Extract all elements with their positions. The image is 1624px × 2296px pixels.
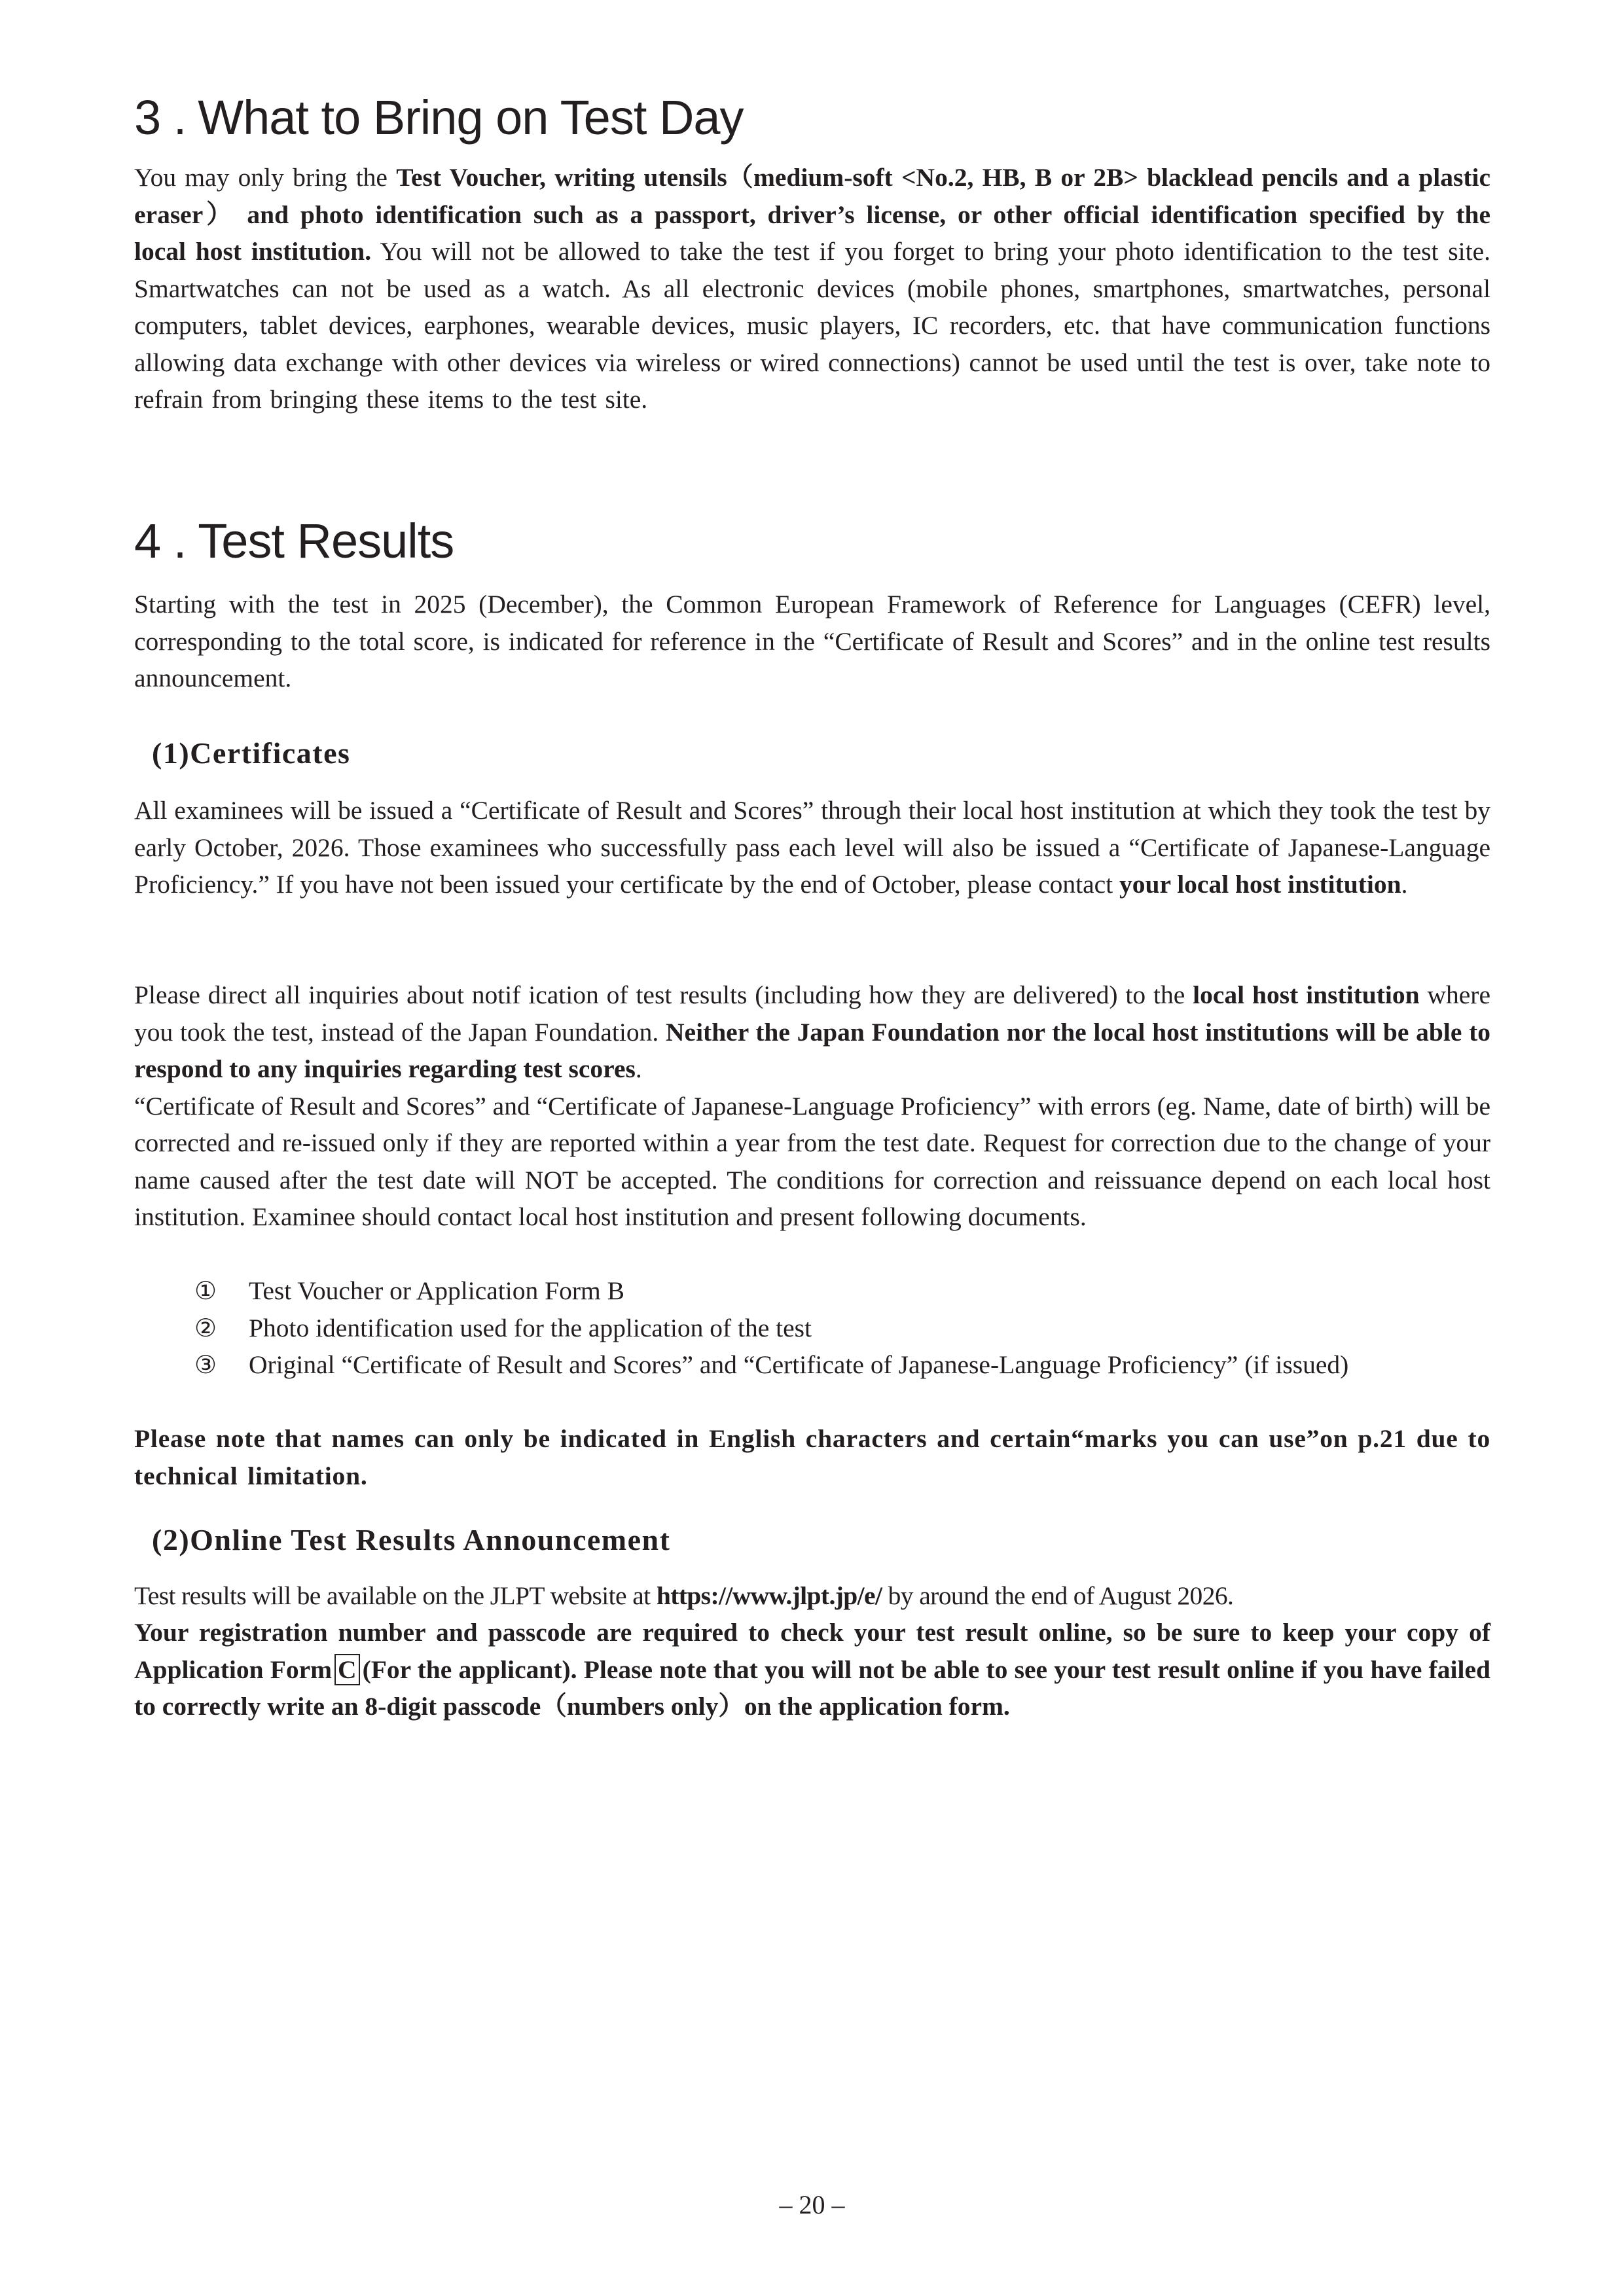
certificates-paragraph (134, 792, 1490, 903)
test-results-intro-paragraph: Starting with the test in 2025 (December), the Common European Framework of Reference for Languages (CEFR) level, corresponding to the total score, is indicated for reference in the “Certificate of Result and Scores” and in the online test results announcement. (134, 590, 1490, 692)
text-run: Please direct all inquiries about notif ication of test results (including how they are delivered) to the (134, 980, 1193, 1009)
jlpt-website-link[interactable]: https://www.jlpt.jp/e/ (656, 1581, 882, 1610)
section-title: What to Bring on Test Day (198, 90, 744, 145)
list-item (134, 1310, 1490, 1347)
circled-number-3-icon: ③ (194, 1350, 217, 1379)
text-run: You will not be allowed to take the test if you forget to bring your photo identification to the test site. Smartwatches can not be used as a watch. As all electronic devices (mobile phones, smartphones, smartwatches, personal computers, tablet devices, earphones, wearable devices, music players, IC recorders, etc. that have communication functions allowing data exchange with other devices via wireless or wired connections) cannot be used until the test is over, take note to refrain from bringing these items to the test site. (134, 237, 1490, 414)
bold-local-host-institution: local host institution (1193, 980, 1420, 1009)
section-title: Test Results (198, 514, 454, 568)
correction-text: “Certificate of Result and Scores” and “Certificate of Japanese-Language Proficiency” with errors (eg. Name, date of birth) will be corrected and re-issued only if they are reported within a year from the test date. Request for correction due to the change of your name caused after the test date will NOT be accepted. The conditions for correction and reissuance depend on each local host institution. Examinee should contact local host institution and present following documents. (134, 1091, 1490, 1231)
name-characters-note: Please note that names can only be indicated in English characters and certain“marks you can use”on p.21 due to technical limitation. (134, 1424, 1490, 1490)
text-run: Your registration number and passcode are required to check your test result online, so be sure to keep your copy of Application Form (134, 1618, 1490, 1684)
list-item-text: Original “Certificate of Result and Scores” and “Certificate of Japanese-Language Proficiency” (if issued) (249, 1350, 1349, 1379)
list-item-text: Test Voucher or Application Form B (249, 1276, 624, 1305)
list-item (134, 1346, 1490, 1384)
page-number: – 20 – (779, 2190, 845, 2219)
circled-number-2-icon: ② (194, 1313, 217, 1342)
text-run: You may only bring the (134, 163, 397, 192)
online-results-availability (134, 1577, 1490, 1615)
circled-number-1-icon: ① (194, 1276, 217, 1305)
inquiries-paragraph (134, 977, 1490, 1236)
section-heading-what-to-bring (134, 90, 744, 145)
section-heading-test-results (134, 514, 454, 568)
subheading-certificates: (1)Certificates (152, 736, 351, 770)
bold-no-score-inquiries: Neither the Japan Foundation nor the local host institutions will be able to respond to any inquiries regarding test scores (134, 1017, 1491, 1083)
list-item-text: Photo identification used for the application of the test (249, 1313, 812, 1342)
text-run: . (1401, 870, 1408, 899)
form-c-box-icon: C (334, 1654, 360, 1685)
subheading-online-results: (2)Online Test Results Announcement (152, 1523, 671, 1556)
required-documents-list (134, 1272, 1490, 1384)
section-number: 4 . (134, 514, 187, 568)
text-run: . (635, 1054, 642, 1083)
text-run: All examinees will be issued a “Certificate of Result and Scores” through their local host institution at which they took the test by early October, 2026. Those examinees who successfully pass each level will also be issued a “Certificate of Japanese-Language Proficiency.” If you have not been issued your certificate by the end of October, please contact (134, 796, 1490, 899)
text-run: Test results will be available on the JLPT website at (134, 1581, 657, 1610)
text-run: where you took the test, instead of the Japan Foundation. (134, 980, 1490, 1047)
online-results-passcode-note (134, 1614, 1490, 1725)
text-run: (For the applicant). Please note that you will not be able to see your test result online if you have failed to correctly write an 8-digit passcode（numbers only）on the application form. (134, 1655, 1490, 1721)
bold-required-items: Test Voucher, writing utensils（medium-soft <No.2, HB, B or 2B> blacklead pencils and a plastic eraser） and photo identification such as a passport, driver’s license, or other official identification specified by the local host institution. (134, 163, 1491, 266)
section-number: 3 . (134, 90, 187, 145)
what-to-bring-paragraph (134, 159, 1490, 418)
list-item (134, 1272, 1490, 1310)
bold-local-host-institution: your local host institution (1119, 870, 1401, 899)
text-run: by around the end of August 2026. (882, 1581, 1234, 1610)
